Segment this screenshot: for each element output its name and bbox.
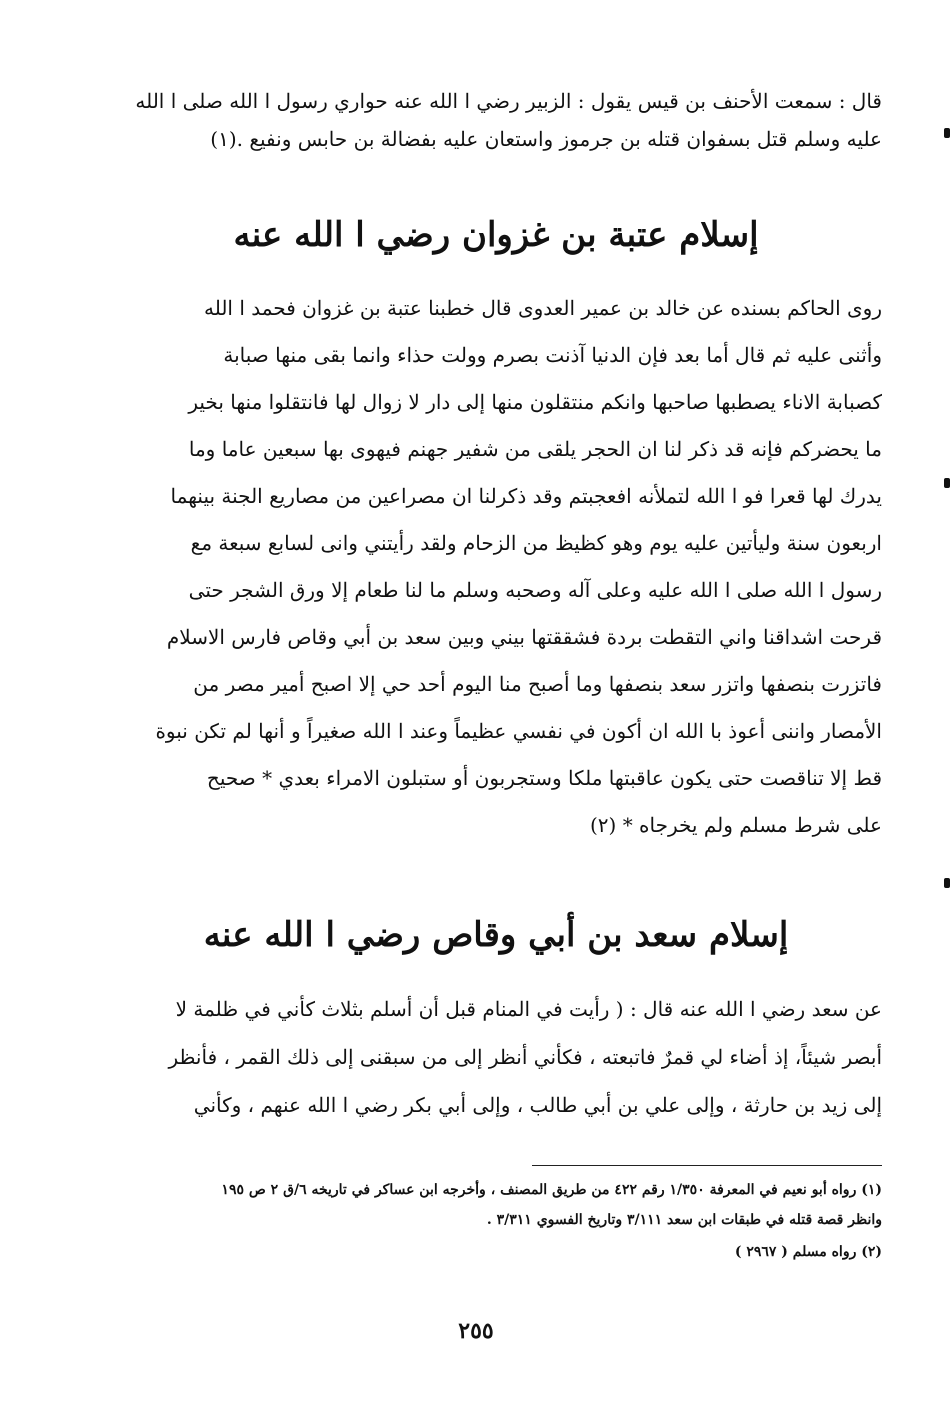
text-line: الأمصار واننى أعوذ با الله ان أكون في نفسي عظيماً وعند ا الله صغيراً و أنها لم تكن نبوة — [155, 719, 882, 743]
text-line: قط إلا تناقصت حتى يكون عاقبتها ملكا وستجربون أو ستبلون الامراء بعدي * صحيح — [206, 766, 882, 790]
section-heading-saad: إسلام سعد بن أبي وقاص رضي ا الله عنه — [203, 915, 789, 955]
margin-scan-mark — [944, 128, 950, 138]
text-line: ما يحضركم فإنه قد ذكر لنا ان الحجر يلقى من شفير جهنم فيهوى بها سبعين عاما وما — [188, 437, 882, 461]
text-line: رسول ا الله صلى ا الله عليه وعلى آله وصحبه وسلم ما لنا طعام إلا ورق الشجر حتى — [188, 578, 882, 602]
page-number: ٢٥٥ — [458, 1318, 494, 1344]
margin-scan-mark — [944, 478, 950, 488]
text-line: كصبابة الاناء يصطبها صاحبها وانكم منتقلون منها إلى دار لا زوال لها فانتقلوا منها بخير — [188, 390, 882, 414]
footnote-2: (٢) رواه مسلم ( ٢٩٦٧ ) — [734, 1244, 882, 1260]
text-line: قال : سمعت الأحنف بن قيس يقول : الزبير رضي ا الله عنه حواري رسول ا الله صلى ا الله — [135, 89, 882, 113]
margin-scan-mark — [944, 878, 950, 888]
text-line: أبصر شيئاً، إذ أضاء لي قمرٌ فاتبعته ، فكأني أنظر إلى من سبقنى إلى ذلك القمر ، فأنظر — [168, 1045, 882, 1069]
text-line: اربعون سنة وليأتين عليه يوم وهو كظيظ من الزحام ولقد رأيتني وانى لسابع سبعة مع — [190, 531, 882, 555]
text-line: عليه وسلم قتل بسفوان قتله بن جرموز واستعان عليه بفضالة بن حابس ونفيع .(١) — [210, 127, 882, 151]
footnote-separator — [532, 1165, 882, 1166]
section-utbah-body — [110, 285, 882, 849]
text-line: فاتزرت بنصفها واتزر سعد بنصفها وما أصبح منا اليوم أحد حي إلا اصبح أمير مصر من — [193, 672, 882, 696]
text-line: على شرط مسلم ولم يخرجاه * (٢) — [589, 813, 882, 837]
footnote-1-continued: وانظر قصة قتله في طبقات ابن سعد ٣/١١١ وتاريخ الفسوي ٣/٣١١ . — [486, 1212, 882, 1228]
text-line: قرحت اشداقنا واني التقطت بردة فشققتها بيني وبين سعد بن أبي وقاص فارس الاسلام — [166, 625, 882, 649]
footnote-1: (١) رواه أبو نعيم في المعرفة ١/٣٥٠ رقم ٤٢٢ من طريق المصنف ، وأخرجه ابن عساكر في تاريخه ٦/ق ٢ ص ١٩٥ — [221, 1182, 882, 1198]
text-line: إلى زيد بن حارثة ، وإلى علي بن أبي طالب ، وإلى أبي بكر رضي ا الله عنهم ، وكأني — [193, 1093, 882, 1117]
section-heading-utbah: إسلام عتبة بن غزوان رضي ا الله عنه — [233, 215, 759, 255]
section-saad-body — [110, 985, 882, 1129]
text-line: عن سعد رضي ا الله عنه قال : ( رأيت في المنام قبل أن أسلم بثلاث كأني في ظلمة لا — [175, 997, 882, 1021]
intro-paragraph — [110, 82, 882, 158]
text-line: يدرك لها قعرا فو ا الله لتملأنه افعجبتم وقد ذكرلنا ان مصراعين من مصاريع الجنة بينهما — [170, 484, 882, 508]
text-line: وأثنى عليه ثم قال أما بعد فإن الدنيا آذنت بصرم وولت حذاء وانما بقى منها صبابة — [223, 343, 882, 367]
text-line: روى الحاكم بسنده عن خالد بن عمير العدوى قال خطبنا عتبة بن غزوان فحمد ا الله — [203, 296, 882, 320]
